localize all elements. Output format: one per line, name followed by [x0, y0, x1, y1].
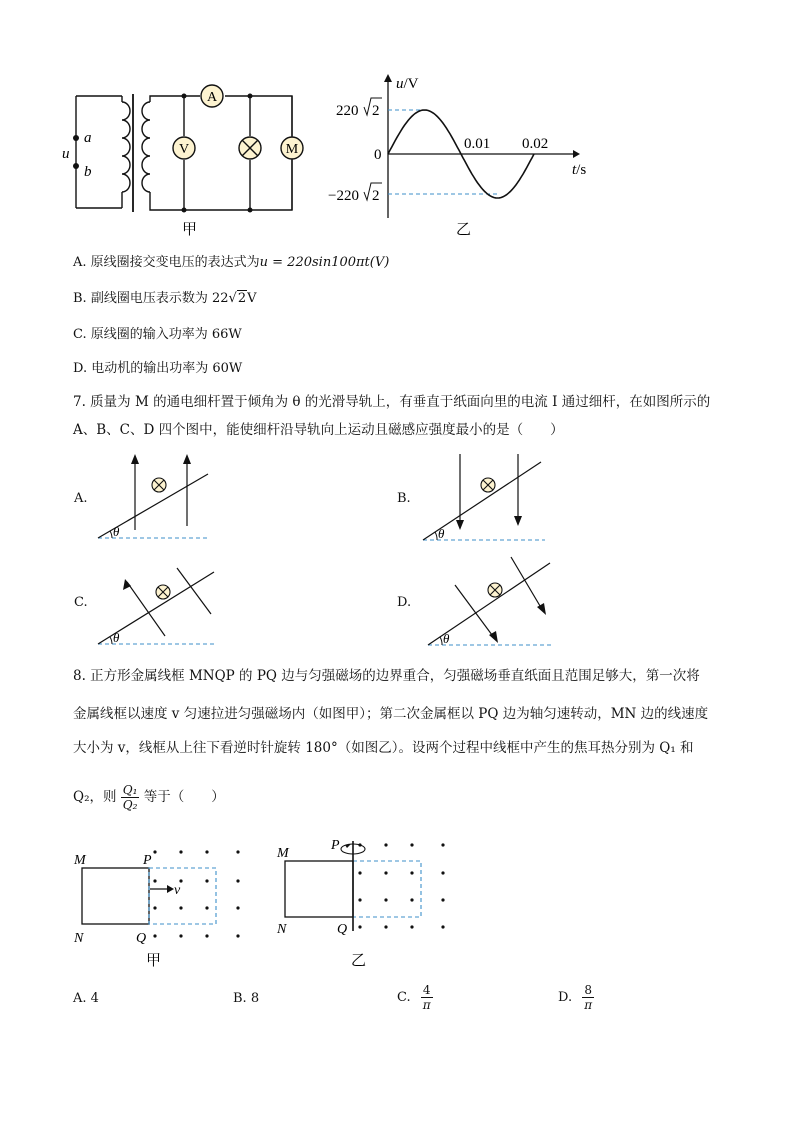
q7-option-a-label: A.	[74, 491, 88, 506]
field-dot	[205, 850, 208, 853]
q7-option-c-label: C.	[74, 595, 88, 610]
svg-text:θ: θ	[113, 524, 120, 539]
q7-stem-line2: A、B、C、D 四个图中，能使细杆沿导轨向上运动且磁感应强度最小的是（ ）	[73, 422, 564, 438]
svg-text:A: A	[206, 90, 218, 105]
current-into-page-icon	[156, 585, 170, 599]
current-into-page-icon	[481, 478, 495, 492]
q8-option-c: C. $\frac{4}{\pi}$	[397, 983, 431, 1012]
q6-option-b: B. 副线圈电压表示数为 22√2V	[73, 291, 257, 306]
frame-final-position	[353, 861, 421, 917]
q6-option-a: A. 原线圈接交变电压的表达式为u = 220sin100πt(V)	[73, 255, 390, 270]
svg-text:θ: θ	[113, 630, 120, 645]
voltmeter-icon	[173, 137, 195, 159]
field-dot	[153, 934, 156, 937]
q8-ratio-fraction: $\frac{\text{Q₁}}{\text{Q₂}}$	[122, 783, 138, 812]
field-dot	[441, 843, 444, 846]
field-dot	[205, 906, 208, 909]
q7-option-d-label: D.	[397, 595, 412, 610]
field-dot	[384, 925, 387, 928]
field-dot	[236, 906, 239, 909]
velocity-label: v	[174, 883, 181, 898]
svg-text:Q: Q	[136, 931, 147, 946]
field-dot	[358, 925, 361, 928]
svg-text:θ: θ	[438, 526, 445, 541]
q7-diagram-a	[95, 450, 215, 545]
ammeter-icon	[201, 85, 223, 107]
lamp-icon	[239, 137, 261, 159]
svg-text:V: V	[178, 142, 190, 157]
field-dot	[441, 925, 444, 928]
q8-stem-line4: Q₂，则 $\frac{\text{Q₁}}{\text{Q₂}}$ 等于（ ）	[73, 783, 225, 812]
terminal-a-label: a	[84, 130, 92, 146]
y-axis-label: u/V	[396, 76, 419, 92]
q7-diagram-d	[425, 555, 555, 651]
field-dot	[410, 925, 413, 928]
field-dot	[358, 898, 361, 901]
field-dot	[179, 934, 182, 937]
field-dot	[205, 879, 208, 882]
figure-jia-label: 甲	[182, 222, 198, 238]
svg-text:N: N	[74, 931, 84, 946]
sine-graph-yi	[320, 70, 600, 240]
svg-text:θ: θ	[443, 631, 450, 646]
q8-figure-yi	[275, 835, 465, 970]
svg-text:P: P	[331, 838, 340, 853]
y-bottom-label: −220	[328, 188, 359, 204]
q8-option-a: A. 4	[73, 991, 99, 1006]
square-frame	[82, 868, 149, 924]
q7-option-b-label: B.	[397, 491, 411, 506]
x-tick-0.01: 0.01	[464, 136, 491, 152]
svg-text:M: M	[277, 846, 289, 861]
q8-stem-line3: 大小为 v，线框从上往下看逆时针旋转 180°（如图乙）。设两个过程中线框中产生的焦耳热分别为 Q₁ 和	[73, 740, 694, 756]
q8-option-d: D. $\frac{8}{\pi}$	[558, 983, 593, 1012]
current-into-page-icon	[488, 583, 502, 597]
square-frame	[285, 861, 353, 917]
svg-text:2: 2	[372, 103, 380, 119]
q8-stem-line1: 8. 正方形金属线框 MNQP 的 PQ 边与匀强磁场的边界重合，匀强磁场垂直纸面且范围足够大，第一次将	[73, 668, 700, 684]
figure-yi-label: 乙	[456, 222, 472, 238]
svg-text:Q: Q	[337, 922, 348, 937]
motor-icon	[281, 137, 303, 159]
field-dot	[236, 934, 239, 937]
svg-text:N: N	[277, 922, 287, 937]
q7-diagram-b	[420, 450, 550, 545]
terminal-b-label: b	[84, 164, 92, 180]
field-dot	[410, 898, 413, 901]
field-dot	[441, 871, 444, 874]
field-dot	[205, 934, 208, 937]
field-dot	[410, 843, 413, 846]
svg-text:M: M	[74, 853, 86, 868]
field-dot	[179, 906, 182, 909]
current-into-page-icon	[152, 478, 166, 492]
field-dot	[236, 879, 239, 882]
y-zero-label: 0	[374, 147, 382, 163]
circuit-figure-jia	[60, 80, 310, 240]
q8-option-b: B. 8	[233, 991, 260, 1006]
field-dot	[410, 871, 413, 874]
svg-text:2: 2	[372, 188, 380, 204]
field-dot	[384, 843, 387, 846]
field-dot	[358, 871, 361, 874]
y-top-label: 220	[336, 103, 359, 119]
field-dot	[153, 879, 156, 882]
terminal-u-label: u	[62, 146, 70, 162]
q8-figure-jia	[70, 840, 260, 970]
q8-figure-jia-label: 甲	[146, 953, 162, 969]
q8-stem-line2: 金属线框以速度 v 匀速拉进匀强磁场内（如图甲）；第二次金属框以 PQ 边为轴匀速转动，MN 边的线速度	[73, 706, 709, 722]
field-dot	[384, 898, 387, 901]
field-dot	[441, 898, 444, 901]
field-dot	[384, 871, 387, 874]
x-tick-0.02: 0.02	[522, 136, 549, 152]
field-dot	[153, 850, 156, 853]
q6-option-c: C. 原线圈的输入功率为 66W	[73, 327, 242, 342]
svg-text:P: P	[143, 853, 152, 868]
svg-text:M: M	[285, 142, 299, 157]
field-dot	[179, 850, 182, 853]
q7-stem-line1: 7. 质量为 M 的通电细杆置于倾角为 θ 的光滑导轨上，有垂直于纸面向里的电流 I 通过细杆，在如图所示的	[73, 394, 711, 410]
frame-final-position	[149, 868, 216, 924]
q7-diagram-c	[95, 560, 220, 650]
x-axis-label: t/s	[572, 162, 587, 178]
q8-figure-yi-label: 乙	[351, 953, 367, 969]
field-dot	[236, 850, 239, 853]
field-dot	[153, 906, 156, 909]
q6-option-d: D. 电动机的输出功率为 60W	[73, 361, 243, 376]
